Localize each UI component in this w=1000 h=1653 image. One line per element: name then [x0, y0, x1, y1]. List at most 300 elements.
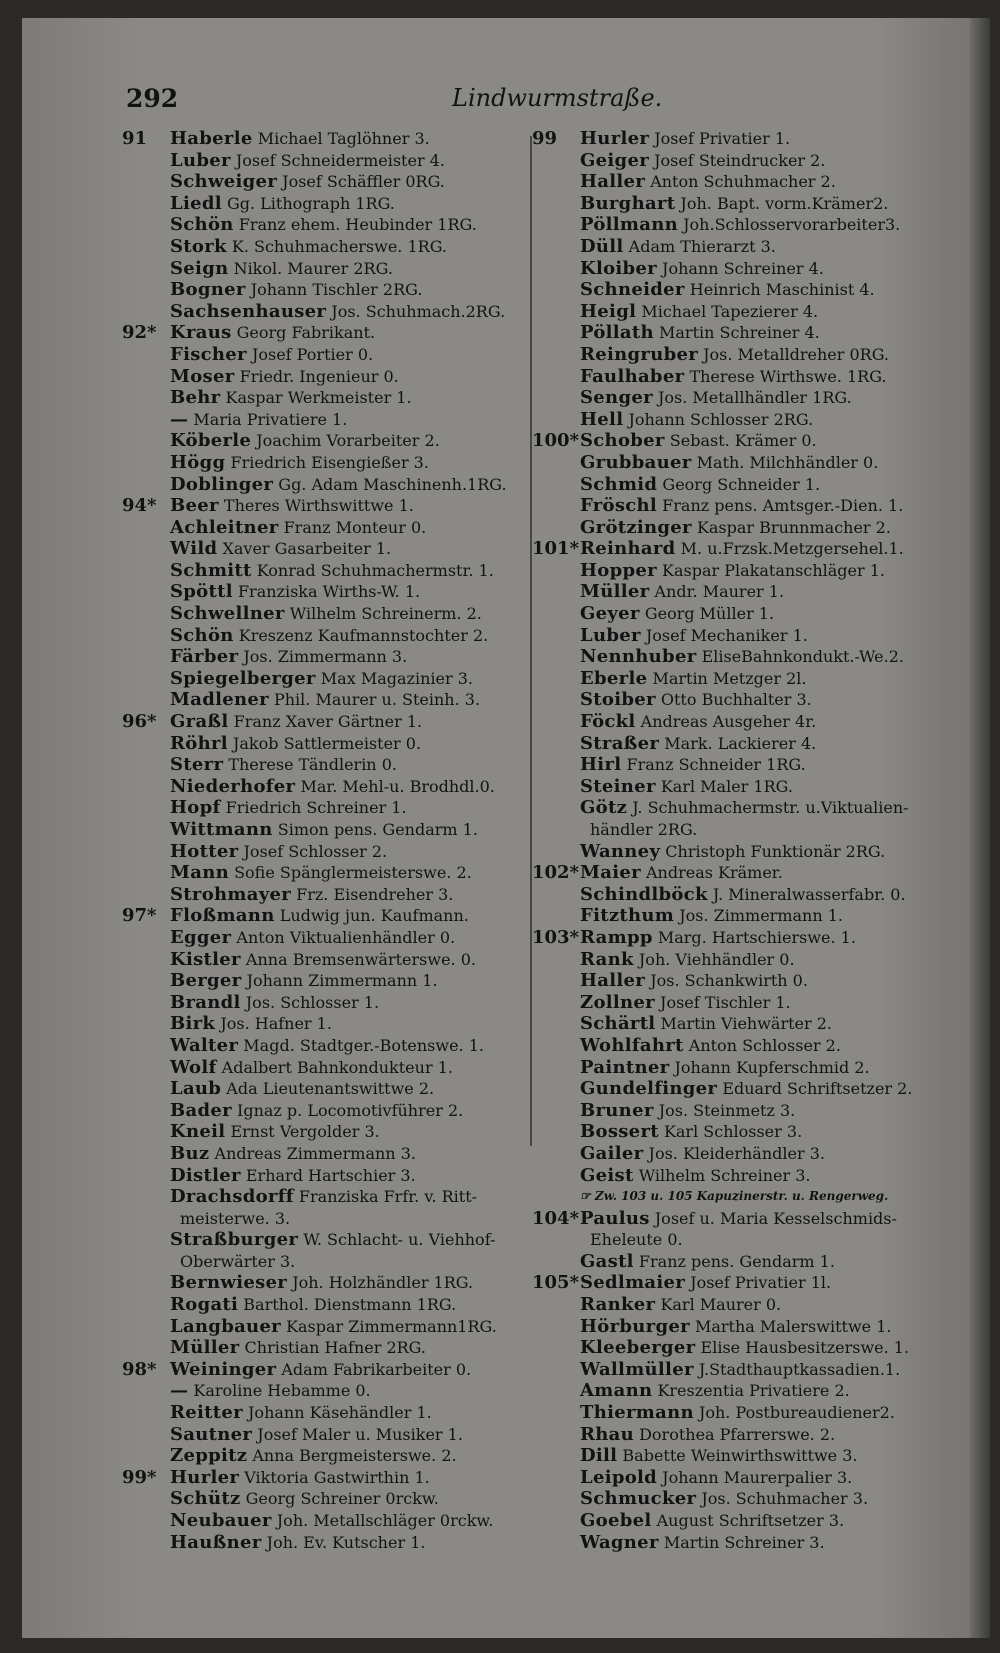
directory-entry: [532, 1272, 972, 1294]
directory-entry: [122, 668, 542, 690]
resident-surname: Thiermann: [580, 1402, 694, 1424]
directory-entry: [122, 560, 542, 582]
resident-surname: Schober: [580, 430, 665, 452]
resident-surname: Sachsenhauser: [170, 300, 327, 322]
resident-details: Kaspar Plakatanschläger 1.: [662, 560, 886, 580]
house-number: 92*: [122, 322, 157, 344]
directory-entry: [532, 1402, 972, 1424]
resident-details: Martin Schreiner 3.: [663, 1532, 825, 1552]
resident-surname: Paintner: [580, 1056, 670, 1078]
directory-entry: [532, 689, 972, 711]
directory-entry: [532, 1294, 972, 1316]
resident-surname: Birk: [170, 1013, 216, 1035]
resident-surname: Schütz: [170, 1488, 241, 1510]
resident-surname: Wanney: [580, 840, 661, 862]
resident-details: Josef Mechaniker 1.: [645, 625, 808, 645]
resident-details: Jos. Zimmermann 1.: [679, 906, 843, 926]
resident-details: Viktoria Gastwirthin 1.: [244, 1467, 430, 1487]
directory-entry: [532, 905, 972, 927]
directory-entry: [532, 1057, 972, 1079]
resident-details: Anton Viktualienhändler 0.: [236, 927, 456, 947]
resident-details: Ludwig jun. Kaufmann.: [279, 906, 469, 926]
page-number: 292: [126, 84, 179, 113]
street-title: Lindwurmstraße.: [452, 84, 663, 112]
resident-details: Marg. Hartschierswe. 1.: [657, 927, 856, 947]
resident-details: Franziska Wirths-W. 1.: [237, 582, 421, 602]
directory-entry: [122, 1532, 542, 1554]
resident-details: Martin Metzger 2l.: [652, 668, 807, 688]
resident-details: Josef Schäffler 0RG.: [282, 172, 445, 192]
resident-details: Martha Malerswittwe 1.: [694, 1316, 892, 1336]
resident-details: Josef Maler u. Musiker 1.: [257, 1424, 463, 1444]
resident-surname: —: [170, 408, 189, 430]
directory-entry: [122, 1445, 542, 1467]
directory-entry: [532, 1510, 972, 1532]
resident-details: Georg Schreiner 0rckw.: [245, 1489, 439, 1509]
resident-surname: Rank: [580, 948, 634, 970]
directory-entry: [532, 517, 972, 539]
house-number: 96*: [122, 711, 157, 733]
directory-entry: [532, 322, 972, 344]
resident-details: Sofie Spänglermeisterswe. 2.: [234, 863, 472, 883]
directory-entry: [122, 733, 542, 755]
directory-entry: [122, 150, 542, 172]
directory-entry: [532, 776, 972, 798]
directory-entry: [122, 1186, 542, 1208]
resident-surname: Färber: [170, 646, 239, 668]
resident-surname: Wittmann: [170, 819, 273, 840]
resident-details: Ernst Vergolder 3.: [230, 1122, 380, 1142]
resident-surname: Egger: [170, 926, 232, 948]
resident-details: Josef Schlosser 2.: [243, 841, 388, 861]
resident-surname: Reitter: [170, 1402, 243, 1424]
directory-entry: [532, 1380, 972, 1402]
resident-details: Wilhelm Schreinerm. 2.: [289, 604, 482, 624]
resident-surname: Haller: [580, 171, 646, 193]
resident-surname: Walter: [170, 1034, 239, 1056]
resident-details: Anton Schuhmacher 2.: [650, 172, 836, 192]
resident-details: Josef Privatier 1l.: [690, 1273, 832, 1293]
resident-surname: Bruner: [580, 1099, 654, 1121]
resident-surname: Paulus: [580, 1207, 650, 1229]
directory-entry: [122, 970, 542, 992]
directory-entry: [532, 581, 972, 603]
resident-surname: Reingruber: [580, 343, 699, 365]
directory-entry: [532, 949, 972, 971]
resident-surname: Stoiber: [580, 689, 656, 711]
resident-details: Friedr. Ingenieur 0.: [239, 366, 399, 386]
directory-entry: [532, 474, 972, 496]
resident-surname: Bossert: [580, 1121, 659, 1143]
directory-entry: [532, 171, 972, 193]
directory-entry: [122, 646, 542, 668]
directory-entry: [122, 1057, 542, 1079]
resident-surname: Hörburger: [580, 1315, 690, 1337]
directory-entry: [122, 538, 542, 560]
directory-entry: [122, 409, 542, 431]
resident-surname: Gundelfinger: [580, 1078, 718, 1100]
resident-details: Josef Tischler 1.: [660, 992, 791, 1012]
resident-details: Kaspar Brunnmacher 2.: [696, 517, 891, 537]
resident-surname: Müller: [170, 1337, 240, 1359]
resident-surname: Fischer: [170, 343, 247, 365]
directory-entry: [122, 171, 542, 193]
resident-details: Jos. Zimmermann 3.: [243, 647, 408, 667]
resident-details: Karl Maler 1RG.: [660, 776, 793, 796]
directory-entry: [532, 301, 972, 323]
directory-entry: [532, 560, 972, 582]
resident-surname: Geyer: [580, 603, 640, 625]
resident-details: Adam Thierarzt 3.: [628, 236, 776, 256]
directory-entry: [122, 1251, 542, 1273]
resident-surname: Moser: [170, 365, 235, 387]
directory-entry: [532, 646, 972, 668]
resident-surname: Röhrl: [170, 732, 228, 754]
resident-details: J.Stadthauptkassadien.1.: [698, 1359, 901, 1379]
resident-surname: Madlener: [170, 689, 269, 711]
directory-entry: [122, 279, 542, 301]
resident-details: Max Magazinier 3.: [320, 668, 473, 688]
resident-surname: Berger: [170, 970, 242, 992]
directory-entry: [532, 1100, 972, 1122]
resident-surname: —: [170, 1380, 189, 1402]
resident-details: Nikol. Maurer 2RG.: [233, 258, 393, 278]
directory-entry: [122, 495, 542, 517]
resident-surname: Fröschl: [580, 495, 658, 517]
directory-entry: [122, 754, 542, 776]
directory-entry: [122, 1316, 542, 1338]
resident-surname: Wild: [170, 538, 218, 560]
directory-entry: [532, 970, 972, 992]
house-number: 98*: [122, 1358, 157, 1380]
resident-details: Jos. Schankwirth 0.: [650, 971, 808, 991]
directory-entry: [532, 711, 972, 733]
directory-entry: [122, 927, 542, 949]
directory-entry: [122, 1229, 542, 1251]
resident-surname: Wohlfahrt: [580, 1034, 684, 1056]
resident-details: Jos. Steinmetz 3.: [658, 1100, 796, 1120]
resident-surname: Hopf: [170, 797, 221, 819]
resident-surname: Senger: [580, 387, 653, 409]
resident-details: Jos. Schlosser 1.: [245, 992, 380, 1012]
directory-entry: [532, 430, 972, 452]
directory-entry: [122, 214, 542, 236]
resident-surname: Schmucker: [580, 1488, 697, 1510]
resident-surname: Müller: [580, 581, 650, 603]
house-number: 99: [532, 128, 558, 149]
directory-entry: [532, 927, 972, 949]
resident-details: Otto Buchhalter 3.: [660, 690, 812, 710]
directory-entry: [122, 1013, 542, 1035]
resident-details: Joh. Bapt. vorm.Krämer2.: [680, 193, 889, 213]
resident-details: Adam Fabrikarbeiter 0.: [281, 1359, 472, 1379]
directory-entry: [122, 581, 542, 603]
resident-details: Georg Müller 1.: [644, 604, 775, 624]
resident-surname: Düll: [580, 235, 624, 257]
resident-details: Martin Schreiner 4.: [659, 323, 820, 343]
resident-surname: Schön: [170, 624, 234, 646]
resident-details: Johann Schreiner 4.: [662, 258, 824, 278]
resident-surname: Rogati: [170, 1294, 239, 1316]
directory-entry: [122, 474, 542, 496]
resident-details: Michael Taglöhner 3.: [257, 129, 430, 148]
resident-details: Barthol. Dienstmann 1RG.: [243, 1295, 457, 1315]
resident-surname: Weininger: [170, 1358, 277, 1380]
resident-surname: Hopper: [580, 559, 657, 581]
resident-surname: Reinhard: [580, 538, 676, 560]
resident-surname: Zeppitz: [170, 1445, 248, 1467]
directory-entry: [532, 1078, 972, 1100]
resident-surname: Ranker: [580, 1294, 656, 1316]
resident-details: Christian Hafner 2RG.: [244, 1338, 426, 1358]
resident-details: Jos. Hafner 1.: [220, 1014, 332, 1034]
resident-surname: Gailer: [580, 1142, 644, 1164]
directory-entry: [122, 711, 542, 733]
directory-entry: [122, 1100, 542, 1122]
resident-surname: Seign: [170, 257, 229, 279]
directory-entry: [532, 1165, 972, 1187]
resident-details: Franz pens. Gendarm 1.: [638, 1251, 835, 1271]
resident-surname: Fitzthum: [580, 905, 675, 927]
house-number: 97*: [122, 905, 157, 927]
resident-surname: Leipold: [580, 1466, 658, 1488]
directory-entry: [122, 517, 542, 539]
directory-entry: [122, 1488, 542, 1510]
resident-surname: Heigl: [580, 300, 637, 322]
directory-entry: [532, 884, 972, 906]
resident-surname: Köberle: [170, 430, 252, 452]
directory-entry: [122, 841, 542, 863]
directory-entry: [532, 1035, 972, 1057]
directory-entry: [122, 797, 542, 819]
directory-entry: [532, 258, 972, 280]
directory-entry: [122, 992, 542, 1014]
resident-surname: Haller: [580, 970, 646, 992]
resident-details: Josef u. Maria Kesselschmids-: [654, 1208, 897, 1228]
directory-entry: [532, 625, 972, 647]
resident-surname: Steiner: [580, 775, 656, 797]
resident-details: Martin Viehwärter 2.: [660, 1014, 832, 1034]
house-number: 94*: [122, 495, 157, 517]
cross-reference-note: ☞ Zw. 103 u. 105 Kapuzinerstr. u. Rengerweg.: [580, 1189, 889, 1204]
directory-entry: [122, 1078, 542, 1100]
resident-surname: Distler: [170, 1164, 241, 1186]
resident-details: Andreas Krämer.: [645, 863, 783, 883]
resident-details: Johann Tischler 2RG.: [250, 280, 423, 300]
resident-surname: Hotter: [170, 840, 239, 862]
resident-surname: Schön: [170, 214, 234, 236]
resident-details: Dorothea Pfarrerswe. 2.: [639, 1424, 836, 1444]
resident-surname: Rhau: [580, 1423, 634, 1445]
resident-surname: Dill: [580, 1445, 618, 1467]
resident-surname: Langbauer: [170, 1315, 281, 1337]
house-number: 105*: [532, 1272, 579, 1294]
resident-details: Mark. Lackierer 4.: [664, 733, 817, 753]
directory-entry: [122, 1035, 542, 1057]
resident-details: Friedrich Eisengießer 3.: [230, 452, 429, 472]
directory-entry: [122, 1424, 542, 1446]
resident-details: Math. Milchhändler 0.: [696, 452, 879, 472]
resident-details: Johann Kupferschmid 2.: [674, 1057, 870, 1077]
page-edge: [970, 18, 990, 1638]
resident-details: Xaver Gasarbeiter 1.: [222, 539, 392, 559]
resident-surname: Strohmayer: [170, 883, 291, 905]
resident-surname: Zollner: [580, 991, 655, 1013]
resident-details: Ada Lieutenantswittwe 2.: [226, 1079, 435, 1099]
directory-entry: [122, 625, 542, 647]
resident-surname: Brandl: [170, 991, 241, 1013]
resident-details: Sebast. Krämer 0.: [669, 431, 817, 451]
resident-surname: Pöllath: [580, 322, 654, 344]
directory-entry: [532, 1143, 972, 1165]
directory-entry: [532, 1488, 972, 1510]
directory-entry: [532, 754, 972, 776]
resident-details: Franz Xaver Gärtner 1.: [233, 712, 423, 732]
directory-entry: [122, 301, 542, 323]
resident-surname: Grötzinger: [580, 516, 692, 538]
directory-entry: [122, 452, 542, 474]
resident-surname: Kloiber: [580, 257, 657, 279]
resident-surname: Haberle: [170, 128, 253, 149]
directory-entry: [122, 1467, 542, 1489]
directory-entry: [532, 1337, 972, 1359]
directory-entry: [532, 819, 972, 841]
resident-surname: Mann: [170, 862, 229, 884]
resident-surname: Goebel: [580, 1510, 652, 1531]
resident-surname: Luber: [580, 624, 641, 646]
resident-surname: Buz: [170, 1142, 210, 1164]
resident-details: Jos. Metalldreher 0RG.: [703, 344, 889, 364]
directory-entry: [122, 1359, 542, 1381]
resident-details: EliseBahnkondukt.-We.2.: [701, 647, 904, 667]
resident-surname: Kleeberger: [580, 1337, 696, 1359]
resident-surname: Haußner: [170, 1531, 262, 1553]
resident-surname: Geiger: [580, 149, 649, 171]
directory-entry: [532, 279, 972, 301]
directory-entry: [532, 193, 972, 215]
directory-entry: [122, 128, 542, 150]
directory-entry: [532, 992, 972, 1014]
resident-surname: Rampp: [580, 926, 653, 948]
resident-details: Joh. Holzhändler 1RG.: [292, 1273, 474, 1293]
resident-details: Johann Schlosser 2RG.: [628, 409, 814, 429]
directory-entry: [122, 1121, 542, 1143]
directory-entry: [532, 214, 972, 236]
resident-details: Johann Käsehändler 1.: [248, 1403, 432, 1423]
entry-continuation: Oberwärter 3.: [180, 1251, 296, 1271]
resident-surname: Kistler: [170, 948, 241, 970]
resident-details: Joh. Ev. Kutscher 1.: [266, 1532, 426, 1552]
page-header: [22, 84, 990, 124]
resident-details: Jakob Sattlermeister 0.: [232, 733, 422, 753]
directory-entry: [532, 366, 972, 388]
resident-details: K. Schuhmacherswe. 1RG.: [231, 236, 447, 256]
resident-surname: Hurler: [170, 1466, 240, 1488]
resident-details: Karl Schlosser 3.: [663, 1122, 803, 1142]
directory-entry: [532, 236, 972, 258]
directory-entry: [122, 1510, 542, 1532]
resident-details: Elise Hausbesitzerswe. 1.: [700, 1338, 910, 1358]
directory-entry: [532, 1186, 972, 1208]
directory-entry: [122, 1208, 542, 1230]
resident-details: W. Schlacht- u. Viehhof-: [303, 1230, 496, 1250]
resident-details: Konrad Schuhmachermstr. 1.: [256, 560, 494, 580]
resident-details: Joh. Postbureaudiener2.: [698, 1403, 895, 1423]
directory-entry: [532, 603, 972, 625]
resident-surname: Sedlmaier: [580, 1272, 686, 1294]
resident-surname: Götz: [580, 797, 628, 819]
resident-surname: Bogner: [170, 279, 246, 301]
resident-details: M. u.Frzsk.Metzgersehel.1.: [680, 539, 904, 559]
resident-details: J. Schuhmachermstr. u.Viktualien-: [632, 798, 909, 818]
resident-surname: Föckl: [580, 711, 636, 733]
directory-entry: [122, 949, 542, 971]
resident-details: Magd. Stadtger.-Botenswe. 1.: [243, 1035, 484, 1055]
resident-details: Franz pens. Amtsger.-Dien. 1.: [662, 496, 904, 516]
directory-entry: [122, 430, 542, 452]
resident-surname: Liedl: [170, 192, 222, 214]
resident-surname: Wagner: [580, 1531, 659, 1553]
resident-surname: Högg: [170, 451, 226, 473]
directory-entry: [532, 733, 972, 755]
house-number: 100*: [532, 430, 579, 452]
directory-entry: [122, 862, 542, 884]
resident-surname: Spiegelberger: [170, 667, 316, 689]
directory-entry: [532, 495, 972, 517]
resident-details: Kreszentia Privatiere 2.: [657, 1381, 850, 1401]
house-number: 103*: [532, 926, 579, 948]
resident-surname: Schweiger: [170, 171, 278, 193]
resident-details: Karoline Hebamme 0.: [193, 1381, 371, 1401]
directory-entry: [122, 344, 542, 366]
resident-details: Wilhelm Schreiner 3.: [638, 1165, 811, 1185]
directory-entry: [532, 1532, 972, 1554]
resident-details: Kaspar Zimmermann1RG.: [286, 1316, 497, 1336]
resident-details: Phil. Maurer u. Steinh. 3.: [273, 690, 481, 710]
resident-surname: Bernwieser: [170, 1272, 288, 1294]
resident-details: Therese Tändlerin 0.: [228, 755, 397, 775]
resident-surname: Drachsdorff: [170, 1186, 294, 1208]
resident-surname: Wolf: [170, 1056, 217, 1078]
resident-details: Anna Bergmeisterswe. 2.: [252, 1446, 457, 1466]
resident-details: Johann Maurerpalier 3.: [662, 1467, 853, 1487]
resident-surname: Luber: [170, 149, 231, 171]
directory-entry: [532, 538, 972, 560]
resident-surname: Geist: [580, 1164, 634, 1186]
directory-entry: [122, 1165, 542, 1187]
directory-entry: [122, 1143, 542, 1165]
directory-entry: [122, 905, 542, 927]
resident-surname: Hirl: [580, 754, 622, 776]
resident-surname: Straßer: [580, 732, 660, 754]
directory-entry: [122, 689, 542, 711]
resident-details: Anton Schlosser 2.: [688, 1035, 841, 1055]
resident-details: Georg Fabrikant.: [236, 323, 376, 343]
directory-entry: [122, 1337, 542, 1359]
resident-surname: Hurler: [580, 128, 650, 149]
resident-surname: Floßmann: [170, 905, 275, 927]
resident-details: Erhard Hartschier 3.: [245, 1165, 416, 1185]
directory-entry: [532, 1121, 972, 1143]
resident-details: Karl Maurer 0.: [660, 1295, 782, 1315]
resident-surname: Schneider: [580, 279, 685, 301]
resident-details: Heinrich Maschinist 4.: [689, 280, 875, 300]
resident-details: Theres Wirthswittwe 1.: [223, 496, 414, 516]
resident-surname: Burghart: [580, 192, 676, 214]
directory-entry: [532, 409, 972, 431]
resident-details: August Schriftsetzer 3.: [656, 1511, 845, 1530]
directory-entry: [532, 344, 972, 366]
